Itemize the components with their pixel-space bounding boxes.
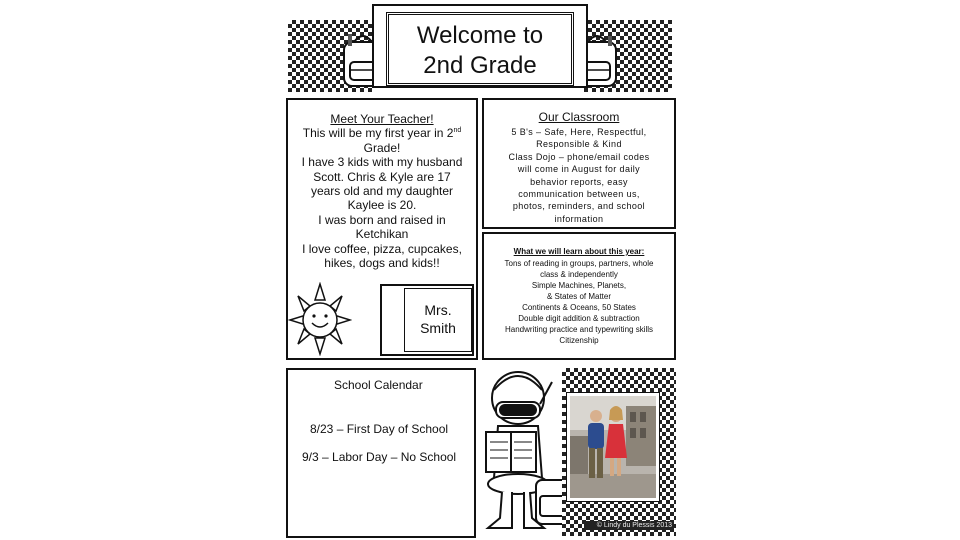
classroom-line: 5 B's – Safe, Here, Respectful, <box>511 127 647 137</box>
learn-line: & States of Matter <box>546 292 612 301</box>
learn-line: Simple Machines, Planets, <box>531 281 627 290</box>
learn-line: Double digit addition & subtraction <box>518 314 640 323</box>
teacher-line6: Kaylee is 20. <box>347 198 417 213</box>
teacher-name-box <box>404 288 472 352</box>
teacher-line3: I have 3 kids with my husband <box>301 155 463 170</box>
classroom-line: behavior reports, easy <box>530 176 628 187</box>
calendar-event: 8/23 – First Day of School <box>310 422 449 436</box>
teacher-line9: I love coffee, pizza, cupcakes, <box>302 241 462 256</box>
learn-line: class & independently <box>540 270 618 279</box>
calendar-event: 9/3 – Labor Day – No School <box>302 450 457 464</box>
teacher-line4: Scott. Chris & Kyle are 17 <box>313 169 451 184</box>
classroom-line: communication between us, <box>518 189 640 200</box>
teacher-heading: Meet Your Teacher! <box>330 112 434 126</box>
learn-panel <box>482 232 676 360</box>
classroom-line: information <box>554 213 604 224</box>
classroom-line: Class Dojo – phone/email codes <box>508 151 650 162</box>
learn-line: Citizenship <box>559 336 599 345</box>
learn-line: Tons of reading in groups, partners, whole <box>504 259 654 268</box>
teacher-line5: years old and my daughter <box>310 184 454 199</box>
teacher-line10: hikes, dogs and kids!! <box>324 256 440 271</box>
page-title-line1: Welcome to <box>416 22 544 49</box>
title-box <box>386 12 574 86</box>
teacher-photo <box>570 396 656 498</box>
teacher-name-line1: Mrs. <box>424 302 452 318</box>
classroom-line: photos, reminders, and school <box>512 201 646 212</box>
teacher-line1: This will be my first year in 2nd <box>302 126 462 141</box>
teacher-line8: Ketchikan <box>355 227 409 242</box>
calendar-heading: School Calendar <box>334 378 423 392</box>
teacher-line2: Grade! <box>363 140 401 155</box>
photo-caption: © Lindy du Plessis 2013 <box>584 521 674 530</box>
classroom-heading: Our Classroom <box>538 110 620 124</box>
learn-line: Continents & Oceans, 50 States <box>522 303 636 312</box>
learn-line: Handwriting practice and typewriting skills <box>504 325 654 334</box>
teacher-line7: I was born and raised in <box>318 212 446 227</box>
learn-heading: What we will learn about this year: <box>513 247 645 256</box>
classroom-line: will come in August for daily <box>517 164 641 175</box>
calendar-panel <box>286 368 476 538</box>
teacher-name-line2: Smith <box>420 320 456 336</box>
classroom-line: Responsible & Kind <box>536 139 622 150</box>
sun-icon <box>288 282 352 356</box>
page-title-line2: 2nd Grade <box>423 52 537 79</box>
reading-kid-icon <box>478 368 574 536</box>
classroom-panel <box>482 98 676 229</box>
